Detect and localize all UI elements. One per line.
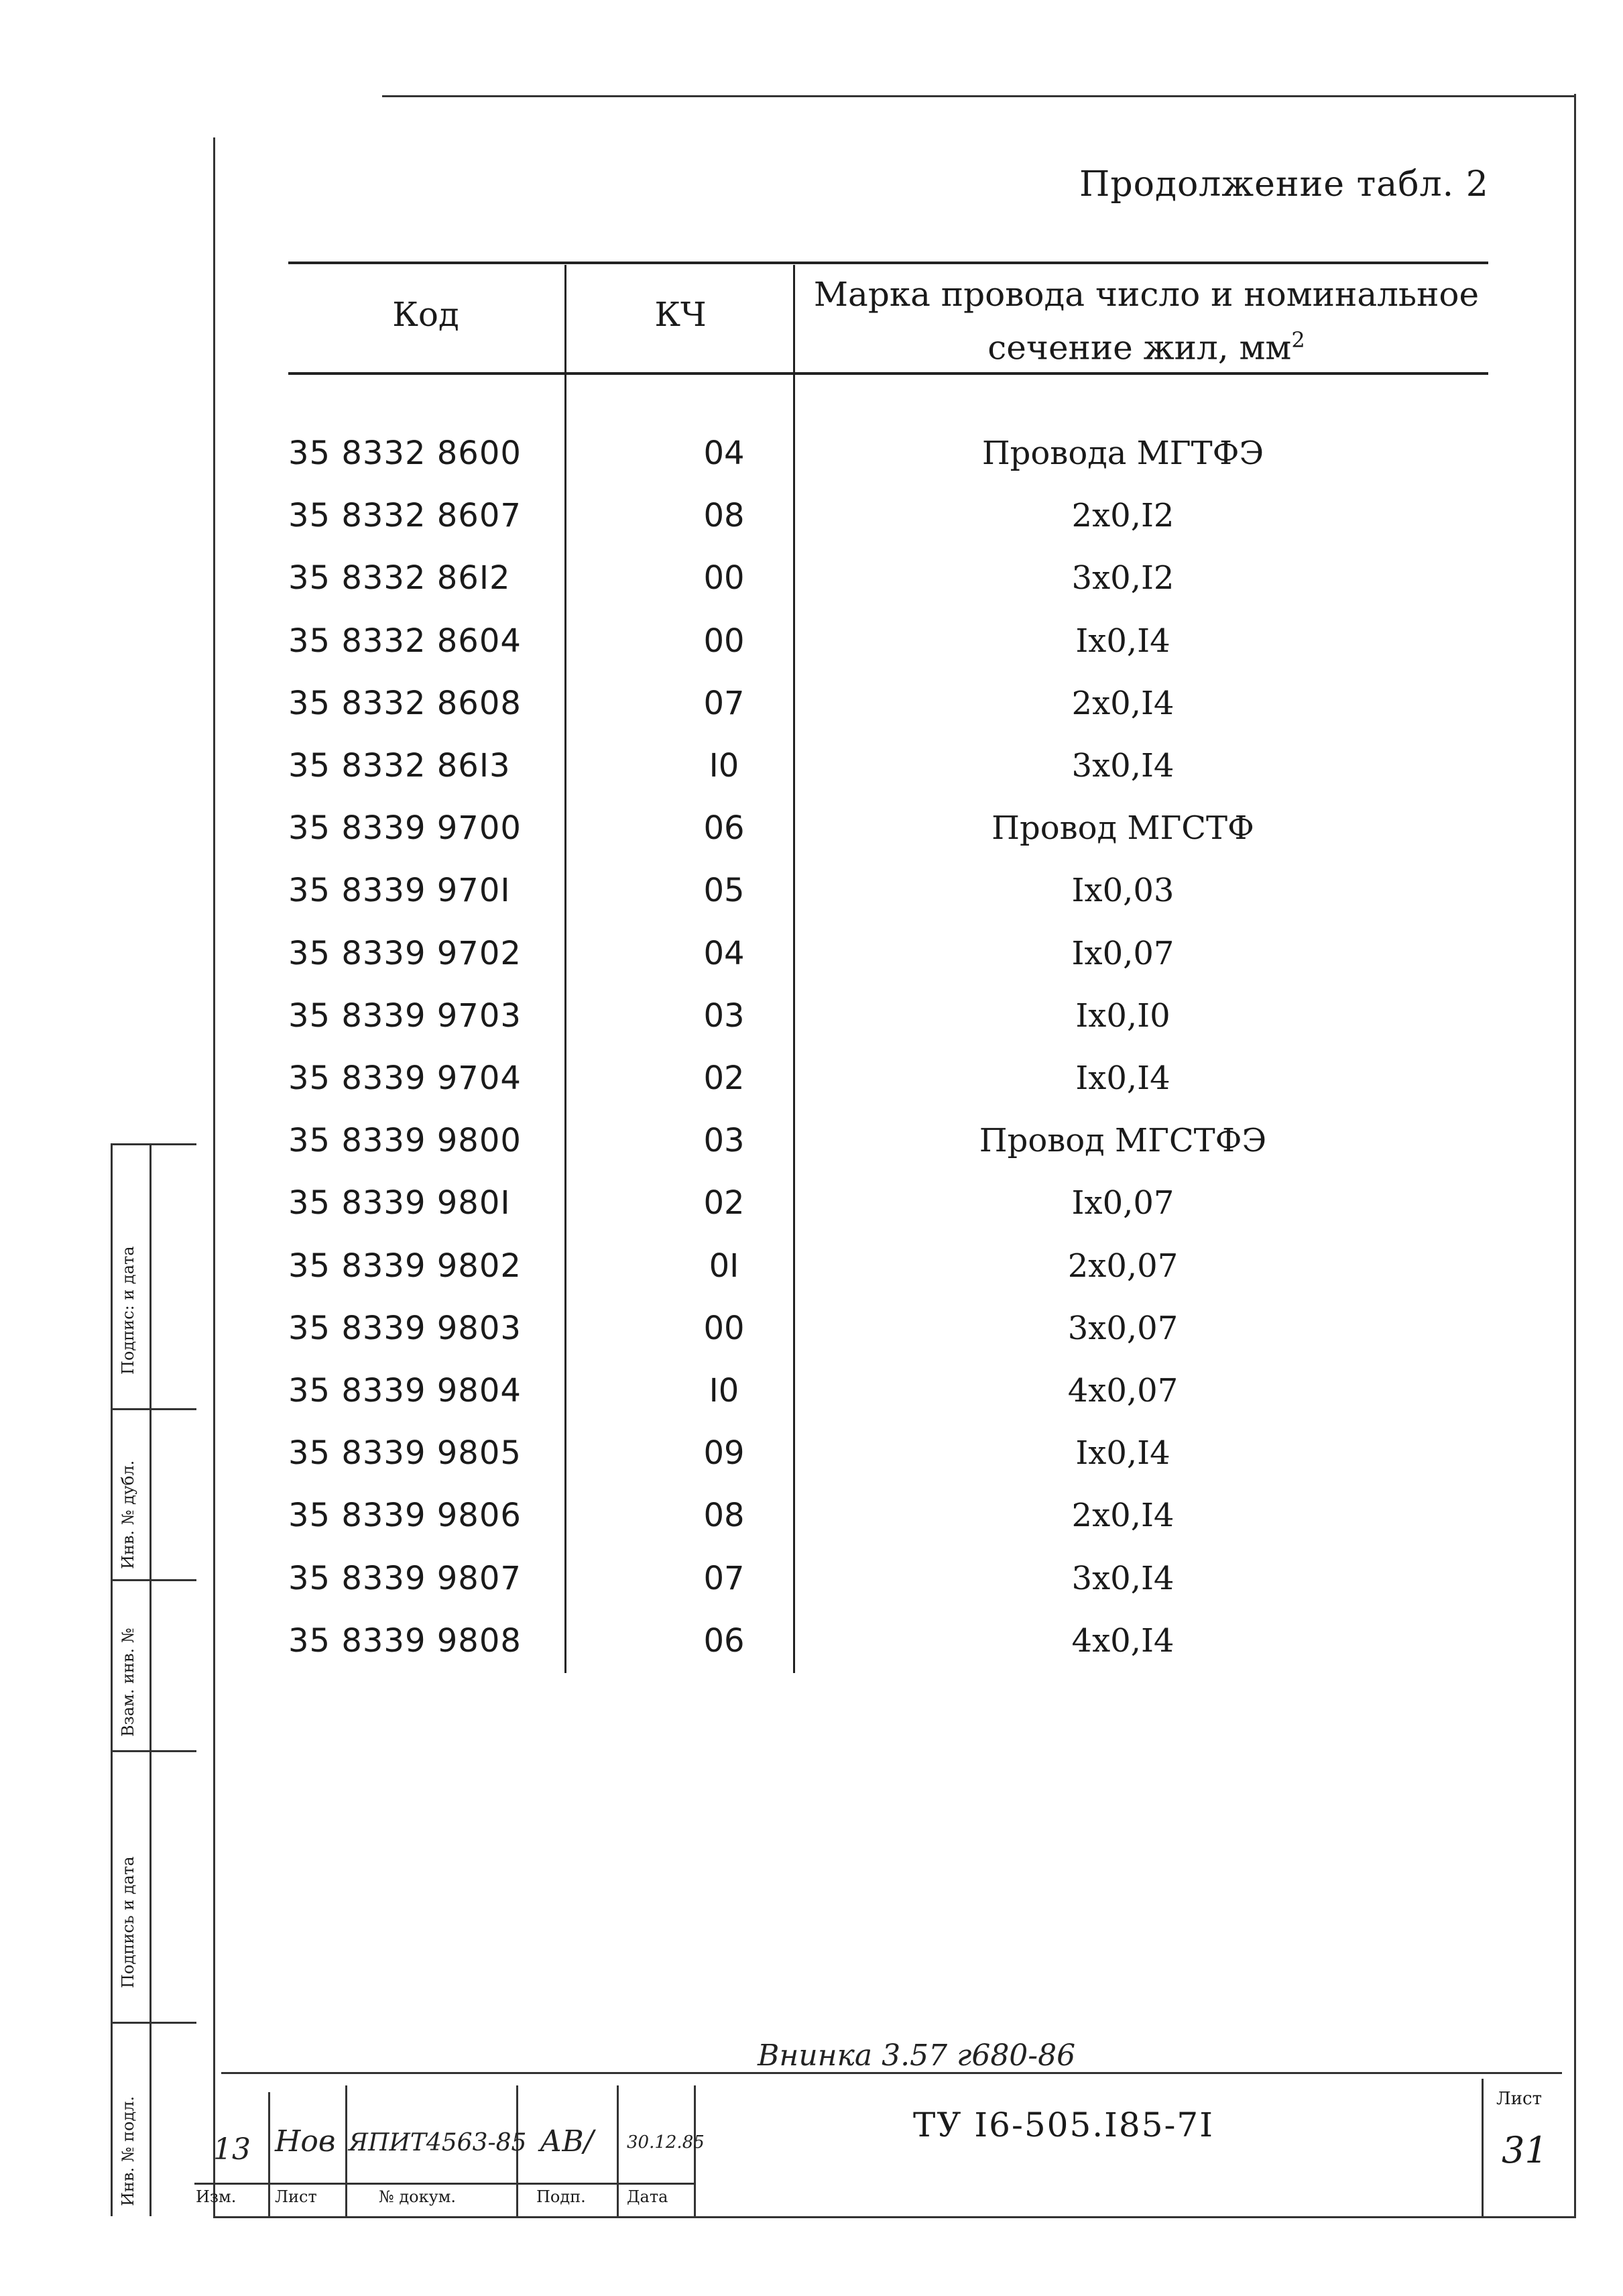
mark-cell: 4х0,I4 xyxy=(1071,1621,1175,1660)
table-row xyxy=(288,872,1428,934)
mark-cell: Iх0,I4 xyxy=(1075,1059,1170,1097)
code-cell: 35 8332 8607 xyxy=(288,497,522,535)
strip-divider xyxy=(111,1750,196,1752)
strip-inner-line xyxy=(149,1143,152,2216)
mark-cell: Iх0,07 xyxy=(1071,934,1175,972)
mark-cell: 2х0,I4 xyxy=(1071,684,1175,722)
mark-cell: Iх0,I4 xyxy=(1075,622,1170,660)
code-cell: 35 8339 9702 xyxy=(288,934,522,972)
table-row xyxy=(288,1310,1428,1372)
mark-cell: Провод МГСТФЭ xyxy=(979,1122,1267,1160)
table-top-rule xyxy=(288,262,1488,264)
table-row xyxy=(288,1622,1428,1684)
table-row xyxy=(288,559,1428,622)
kch-cell: I0 xyxy=(709,747,739,785)
frame-bottom-border xyxy=(213,2216,1576,2218)
code-cell: 35 8339 980I xyxy=(288,1184,511,1222)
stamp-inv-dubl: Инв. № дубл. xyxy=(119,1460,137,1569)
code-cell: 35 8339 970I xyxy=(288,872,511,910)
header-mark xyxy=(804,272,1488,371)
stamp-inv-podl: Инв. № подл. xyxy=(119,2096,137,2206)
mark-cell: Iх0,I0 xyxy=(1075,996,1170,1035)
mark-cell: 2х0,I2 xyxy=(1071,497,1175,535)
strip-divider xyxy=(111,1143,196,1145)
label-izm: Изм. xyxy=(196,2187,237,2206)
kch-cell: 09 xyxy=(703,1434,745,1473)
kch-cell: 06 xyxy=(703,809,745,848)
kch-cell: 05 xyxy=(703,872,745,910)
mark-cell: Iх0,I4 xyxy=(1075,1434,1170,1473)
frame-left-border xyxy=(213,137,215,2216)
table-row xyxy=(288,1560,1428,1622)
document-code: ТУ I6-505.I85-7I xyxy=(913,2106,1214,2144)
kch-cell: 0I xyxy=(709,1247,739,1285)
mark-cell: 3х0,07 xyxy=(1067,1309,1179,1347)
code-cell: 35 8339 9807 xyxy=(288,1559,522,1597)
label-list: Лист xyxy=(275,2187,317,2206)
table-header-rule xyxy=(288,372,1488,375)
header-mark-superscript: 2 xyxy=(1291,327,1305,353)
kch-cell: 02 xyxy=(703,1059,745,1097)
mark-cell: Провода МГТФЭ xyxy=(981,435,1264,472)
table-row xyxy=(288,1122,1428,1184)
header-code: Код xyxy=(392,295,459,334)
kch-cell: 00 xyxy=(703,1309,745,1347)
kch-cell: 03 xyxy=(703,1122,745,1160)
frame-top-border xyxy=(382,95,1575,97)
handwritten-izm: 13 xyxy=(213,2132,251,2167)
code-cell: 35 8339 9804 xyxy=(288,1372,522,1410)
kch-cell: 08 xyxy=(703,497,745,535)
table-row xyxy=(288,747,1428,809)
kch-cell: 02 xyxy=(703,1184,745,1222)
kch-cell: 06 xyxy=(703,1621,745,1660)
kch-cell: 04 xyxy=(703,934,745,972)
code-cell: 35 8339 9806 xyxy=(288,1497,522,1535)
kch-cell: 00 xyxy=(703,559,745,597)
table-row xyxy=(288,1247,1428,1310)
code-cell: 35 8332 86I2 xyxy=(288,559,511,597)
code-cell: 35 8339 9805 xyxy=(288,1434,522,1473)
title-block-sheet-col xyxy=(1482,2079,1484,2216)
mark-cell: Iх0,03 xyxy=(1071,872,1175,910)
mark-cell: 3х0,I4 xyxy=(1071,747,1175,785)
code-cell: 35 8339 9802 xyxy=(288,1247,522,1285)
handwritten-date: 30.12.85 xyxy=(627,2132,705,2152)
mark-cell: 3х0,I4 xyxy=(1071,1559,1175,1597)
table-row xyxy=(288,622,1428,685)
strip-outer-line xyxy=(111,1143,113,2216)
side-stamp xyxy=(111,1143,196,2216)
stamp-podpis-data-2: Подпис: и дата xyxy=(119,1246,137,1375)
code-cell: 35 8339 9800 xyxy=(288,1122,522,1160)
table-row xyxy=(288,1184,1428,1247)
strip-divider xyxy=(111,1579,196,1581)
strip-divider xyxy=(111,1408,196,1410)
code-cell: 35 8332 86I3 xyxy=(288,747,511,785)
mark-cell: 2х0,I4 xyxy=(1071,1497,1175,1535)
mark-cell: 2х0,07 xyxy=(1067,1247,1179,1285)
code-cell: 35 8339 9704 xyxy=(288,1059,522,1097)
code-cell: 35 8339 9700 xyxy=(288,809,522,848)
kch-cell: I0 xyxy=(709,1372,739,1410)
strip-divider xyxy=(111,2022,196,2024)
table-row xyxy=(288,1497,1428,1559)
kch-cell: 08 xyxy=(703,1497,745,1535)
table-row xyxy=(288,1434,1428,1497)
continuation-label: Продолжение табл. 2 xyxy=(1079,164,1489,205)
mark-cell: 3х0,I2 xyxy=(1071,559,1175,597)
table-row xyxy=(288,497,1428,559)
handwritten-signature: АВ/ xyxy=(540,2124,594,2159)
table-row xyxy=(288,935,1428,997)
handwritten-note: Внинка 3.57 г680-86 xyxy=(758,2039,1076,2073)
header-kch: КЧ xyxy=(654,295,707,334)
title-block-col xyxy=(617,2085,619,2216)
label-n-dokum: № докум. xyxy=(379,2187,456,2206)
stamp-podpis-data-1: Подпись и дата xyxy=(119,1856,137,1988)
table-row xyxy=(288,685,1428,747)
handwritten-list: Нов xyxy=(275,2124,336,2159)
code-cell: 35 8339 9808 xyxy=(288,1621,522,1660)
table-row xyxy=(288,1059,1428,1122)
kch-cell: 00 xyxy=(703,622,745,660)
code-cell: 35 8332 8604 xyxy=(288,622,522,660)
handwritten-doc-number: ЯПИТ4563-85 xyxy=(349,2129,527,2157)
mark-cell: 4х0,07 xyxy=(1067,1372,1179,1410)
mark-cell: Iх0,07 xyxy=(1071,1184,1175,1222)
kch-cell: 04 xyxy=(703,435,745,472)
header-mark-text: Марка провода число и номинальное сечение жил, мм xyxy=(813,275,1480,367)
table-row xyxy=(288,809,1428,872)
label-podp: Подп. xyxy=(536,2187,586,2206)
table-row xyxy=(288,1372,1428,1434)
code-cell: 35 8339 9803 xyxy=(288,1309,522,1347)
table-row xyxy=(288,997,1428,1059)
mark-cell: Провод МГСТФ xyxy=(991,809,1254,848)
title-block-col xyxy=(268,2092,270,2216)
frame-right-border xyxy=(1574,94,1576,2216)
code-cell: 35 8339 9703 xyxy=(288,996,522,1035)
code-cell: 35 8332 8600 xyxy=(288,435,522,472)
kch-cell: 03 xyxy=(703,996,745,1035)
stamp-vzam-inv: Взам. инв. № xyxy=(119,1627,137,1737)
code-cell: 35 8332 8608 xyxy=(288,684,522,722)
title-block-col xyxy=(345,2085,347,2216)
table-row xyxy=(288,435,1428,497)
sheet-number: 31 xyxy=(1502,2129,1548,2171)
sheet-label: Лист xyxy=(1496,2089,1542,2109)
kch-cell: 07 xyxy=(703,1559,745,1597)
label-data: Дата xyxy=(627,2187,668,2206)
kch-cell: 07 xyxy=(703,684,745,722)
